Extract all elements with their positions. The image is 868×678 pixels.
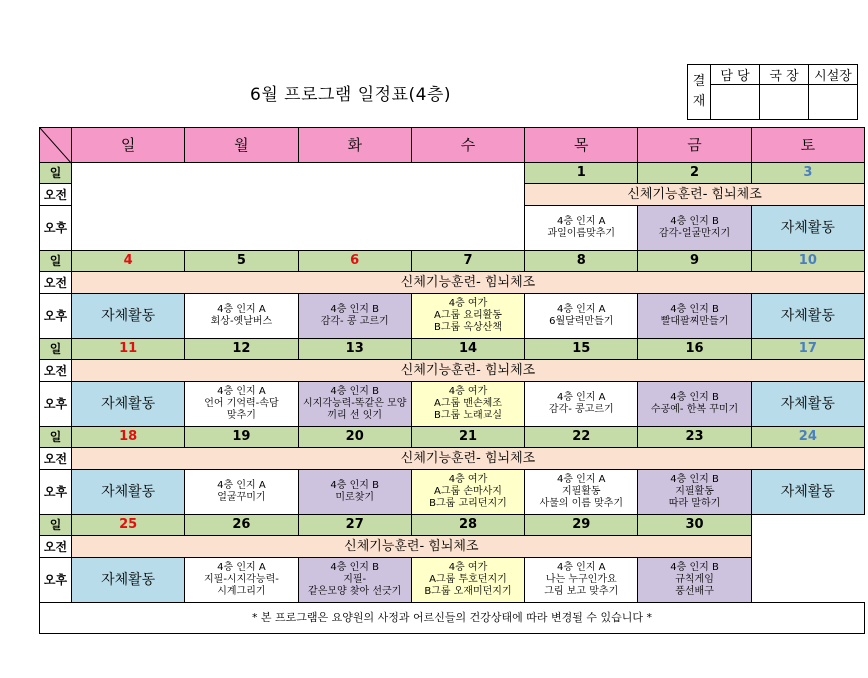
am-row <box>40 272 865 294</box>
self-activity-cell <box>751 470 864 515</box>
program-group-label: 4층 인지 A <box>556 304 606 315</box>
program-group-label: 4층 인지 A <box>217 562 266 573</box>
pm-row-label: 오후 <box>40 470 72 515</box>
program-cell <box>298 558 411 603</box>
weekday-header-row <box>40 128 865 163</box>
program-group-label: 4층 인지 B <box>670 474 719 485</box>
program-line: 맞추기 <box>226 410 256 421</box>
program-line: 감각- 콩고르기 <box>548 404 614 415</box>
program-cell <box>638 558 751 603</box>
am-row <box>40 360 865 382</box>
program-line: 나는 누구인가요 <box>545 574 617 585</box>
program-line: 지필-시지각능력- <box>204 574 279 585</box>
empty-cell <box>72 184 525 206</box>
program-line: 그림 보고 맞추기 <box>544 586 619 597</box>
program-group-label: 4층 인지 B <box>330 480 379 491</box>
program-line: 풍선배구 <box>675 586 714 597</box>
program-line: 자체활동 <box>101 484 156 500</box>
date-cell-thu: 29 <box>525 515 638 536</box>
self-activity-cell <box>751 206 864 251</box>
am-program-cell: 신체기능훈련- 힘뇌체조 <box>525 184 865 206</box>
program-group-label: 4층 인지 B <box>670 392 719 403</box>
program-line: 자체활동 <box>101 572 156 588</box>
am-row-label: 오전 <box>40 536 72 558</box>
program-group-label: 4층 인지 A <box>556 562 606 573</box>
program-group-label: 4층 인지 A <box>217 304 266 315</box>
program-line: 지필활동 <box>675 486 714 497</box>
date-row <box>40 427 865 448</box>
program-line: A그룹 투호던지기 <box>429 574 507 585</box>
signature-box-facility-head[interactable] <box>809 85 858 120</box>
pm-row <box>40 382 865 427</box>
weekday-header-sun: 일 <box>72 128 185 163</box>
pm-row-label: 오후 <box>40 206 72 251</box>
date-cell-tue: 27 <box>298 515 411 536</box>
program-cell <box>525 382 638 427</box>
page-title: 6월 프로그램 일정표(4층) <box>250 85 452 105</box>
date-cell-mon: 5 <box>185 251 298 272</box>
date-cell-wed: 28 <box>411 515 524 536</box>
empty-cell <box>751 515 864 536</box>
date-cell-thu: 8 <box>525 251 638 272</box>
date-cell-wed: 21 <box>411 427 524 448</box>
pm-row <box>40 470 865 515</box>
am-row <box>40 184 865 206</box>
date-cell-sun: 25 <box>72 515 185 536</box>
pm-row <box>40 558 865 603</box>
footnote: * 본 프로그램은 요양원의 사정과 어르신들의 건강상태에 따라 변경될 수 있습니다 * <box>40 603 865 634</box>
program-line: B그룹 고리던지기 <box>429 498 507 509</box>
program-line: 수공예- 한복 꾸미기 <box>650 404 739 415</box>
program-cell <box>638 470 751 515</box>
weekday-header-wed: 수 <box>411 128 524 163</box>
program-group-label: 4층 인지 A <box>556 216 606 227</box>
date-cell-sun: 11 <box>72 339 185 360</box>
self-activity-cell <box>72 382 185 427</box>
am-row <box>40 448 865 470</box>
program-cell <box>411 382 524 427</box>
self-activity-cell <box>751 382 864 427</box>
program-line: 자체활동 <box>780 396 835 412</box>
pm-row-label: 오후 <box>40 294 72 339</box>
day-row-label: 일 <box>40 163 72 184</box>
date-cell-fri: 30 <box>638 515 751 536</box>
date-cell-sat: 10 <box>751 251 864 272</box>
date-cell-tue: 13 <box>298 339 411 360</box>
am-program-cell: 신체기능훈련- 힘뇌체조 <box>72 272 865 294</box>
empty-cell <box>72 163 185 184</box>
approval-label-jae: 재 <box>692 94 706 109</box>
self-activity-cell <box>72 294 185 339</box>
program-cell <box>298 470 411 515</box>
program-line: B그룹 오재미던지기 <box>424 586 512 597</box>
date-cell-sun: 4 <box>72 251 185 272</box>
program-cell <box>185 294 298 339</box>
am-program-cell: 신체기능훈련- 힘뇌체조 <box>72 448 865 470</box>
program-cell <box>411 294 524 339</box>
program-line: 빨대팔찌만들기 <box>660 316 729 327</box>
date-row <box>40 339 865 360</box>
self-activity-cell <box>751 294 864 339</box>
empty-cell <box>298 163 411 184</box>
program-cell <box>411 558 524 603</box>
program-line: A그룹 맨손체조 <box>433 398 502 409</box>
date-cell-mon: 12 <box>185 339 298 360</box>
program-group-label: 4층 인지 B <box>670 562 719 573</box>
program-line: 과일이름맞추기 <box>547 228 616 239</box>
schedule-table <box>39 127 865 634</box>
date-cell-thu: 15 <box>525 339 638 360</box>
day-row-label: 일 <box>40 251 72 272</box>
date-cell-mon: 19 <box>185 427 298 448</box>
program-group-label: 4층 인지 A <box>556 474 606 485</box>
program-group-label: 4층 인지 B <box>670 216 719 227</box>
program-cell <box>185 382 298 427</box>
footnote-row <box>40 603 865 634</box>
date-row <box>40 251 865 272</box>
program-line: 회상-옛날버스 <box>210 316 273 327</box>
program-line: 사물의 이름 맞추기 <box>539 498 624 509</box>
program-line: B그룹 노래교실 <box>433 410 502 421</box>
program-group-label: 4층 여가 <box>448 562 488 573</box>
pm-row <box>40 206 865 251</box>
corner-cell <box>40 128 72 163</box>
program-line: A그룹 요리활동 <box>433 310 502 321</box>
program-line: 감각-얼굴만지기 <box>658 228 731 239</box>
program-line: 자체활동 <box>780 308 835 324</box>
date-cell-wed: 7 <box>411 251 524 272</box>
program-group-label: 4층 여가 <box>448 386 488 397</box>
date-cell-fri: 2 <box>638 163 751 184</box>
am-row-label: 오전 <box>40 184 72 206</box>
date-cell-fri: 9 <box>638 251 751 272</box>
program-cell <box>638 382 751 427</box>
date-cell-wed: 14 <box>411 339 524 360</box>
self-activity-cell <box>72 558 185 603</box>
program-line: 시계그리기 <box>217 586 266 597</box>
program-cell <box>525 206 638 251</box>
am-program-cell: 신체기능훈련- 힘뇌체조 <box>72 360 865 382</box>
program-line: 미로찾기 <box>335 492 375 503</box>
program-line: 지필- <box>343 574 367 585</box>
program-line: 지필활동 <box>561 486 601 497</box>
approval-header-facility-head: 시설장 <box>809 65 858 85</box>
empty-cell <box>751 558 864 603</box>
date-cell-sat: 24 <box>751 427 864 448</box>
day-row-label: 일 <box>40 427 72 448</box>
pm-row-label: 오후 <box>40 558 72 603</box>
program-line: 얼굴꾸미기 <box>217 492 266 503</box>
date-cell-sat: 17 <box>751 339 864 360</box>
self-activity-cell <box>72 470 185 515</box>
date-row <box>40 515 865 536</box>
signature-box-director[interactable] <box>760 85 809 120</box>
program-cell <box>525 470 638 515</box>
approval-box <box>687 64 858 120</box>
program-cell <box>298 382 411 427</box>
program-line: 자체활동 <box>101 396 156 412</box>
program-group-label: 4층 여가 <box>448 298 488 309</box>
date-cell-thu: 22 <box>525 427 638 448</box>
day-row-label: 일 <box>40 515 72 536</box>
program-line: 언어 기억력-속담 <box>204 398 279 409</box>
program-group-label: 4층 인지 B <box>670 304 719 315</box>
program-cell <box>298 294 411 339</box>
am-row-label: 오전 <box>40 360 72 382</box>
empty-cell <box>751 536 864 558</box>
date-cell-tue: 6 <box>298 251 411 272</box>
program-line: 자체활동 <box>101 308 156 324</box>
diagonal-line-icon <box>40 128 72 164</box>
program-line: 자체활동 <box>780 220 835 236</box>
date-cell-tue: 20 <box>298 427 411 448</box>
weekday-header-fri: 금 <box>638 128 751 163</box>
program-cell <box>185 558 298 603</box>
date-cell-sun: 18 <box>72 427 185 448</box>
date-row <box>40 163 865 184</box>
program-cell <box>525 294 638 339</box>
program-line: A그룹 손마사지 <box>433 486 502 497</box>
program-group-label: 4층 여가 <box>448 474 488 485</box>
empty-cell <box>411 163 524 184</box>
program-group-label: 4층 인지 B <box>330 562 379 573</box>
empty-cell <box>72 206 525 251</box>
weekday-header-thu: 목 <box>525 128 638 163</box>
program-group-label: 4층 인지 A <box>556 392 606 403</box>
program-group-label: 4층 인지 A <box>217 480 266 491</box>
program-line: 끼리 선 잇기 <box>327 410 383 421</box>
program-cell <box>638 206 751 251</box>
program-line: 감각- 콩 고르기 <box>320 316 389 327</box>
approval-label <box>688 65 711 120</box>
program-line: 같은모양 찾아 선긋기 <box>308 586 402 597</box>
day-row-label: 일 <box>40 339 72 360</box>
weekday-header-sat: 토 <box>751 128 864 163</box>
program-line: 6월달력만들기 <box>549 316 614 327</box>
weekday-header-mon: 월 <box>185 128 298 163</box>
program-group-label: 4층 인지 A <box>217 386 266 397</box>
weekday-header-tue: 화 <box>298 128 411 163</box>
signature-box-manager[interactable] <box>711 85 760 120</box>
program-cell <box>638 294 751 339</box>
program-line: 따라 말하기 <box>668 498 721 509</box>
approval-label-kyul: 결 <box>692 74 706 89</box>
program-group-label: 4층 인지 B <box>330 304 379 315</box>
date-cell-sat: 3 <box>751 163 864 184</box>
program-cell <box>525 558 638 603</box>
date-cell-fri: 16 <box>638 339 751 360</box>
date-cell-thu: 1 <box>525 163 638 184</box>
date-cell-mon: 26 <box>185 515 298 536</box>
program-cell <box>411 470 524 515</box>
am-row <box>40 536 865 558</box>
am-row-label: 오전 <box>40 272 72 294</box>
program-line: 규칙게임 <box>675 574 714 585</box>
date-cell-fri: 23 <box>638 427 751 448</box>
approval-header-manager: 담 당 <box>711 65 760 85</box>
program-line: 시지각능력-똑같은 모양 <box>303 398 407 409</box>
program-line: B그룹 옥상산책 <box>433 322 502 333</box>
am-row-label: 오전 <box>40 448 72 470</box>
pm-row <box>40 294 865 339</box>
pm-row-label: 오후 <box>40 382 72 427</box>
empty-cell <box>185 163 298 184</box>
program-line: 자체활동 <box>780 484 835 500</box>
am-program-cell: 신체기능훈련- 힘뇌체조 <box>72 536 752 558</box>
program-cell <box>185 470 298 515</box>
program-group-label: 4층 인지 B <box>330 386 379 397</box>
approval-header-director: 국 장 <box>760 65 809 85</box>
